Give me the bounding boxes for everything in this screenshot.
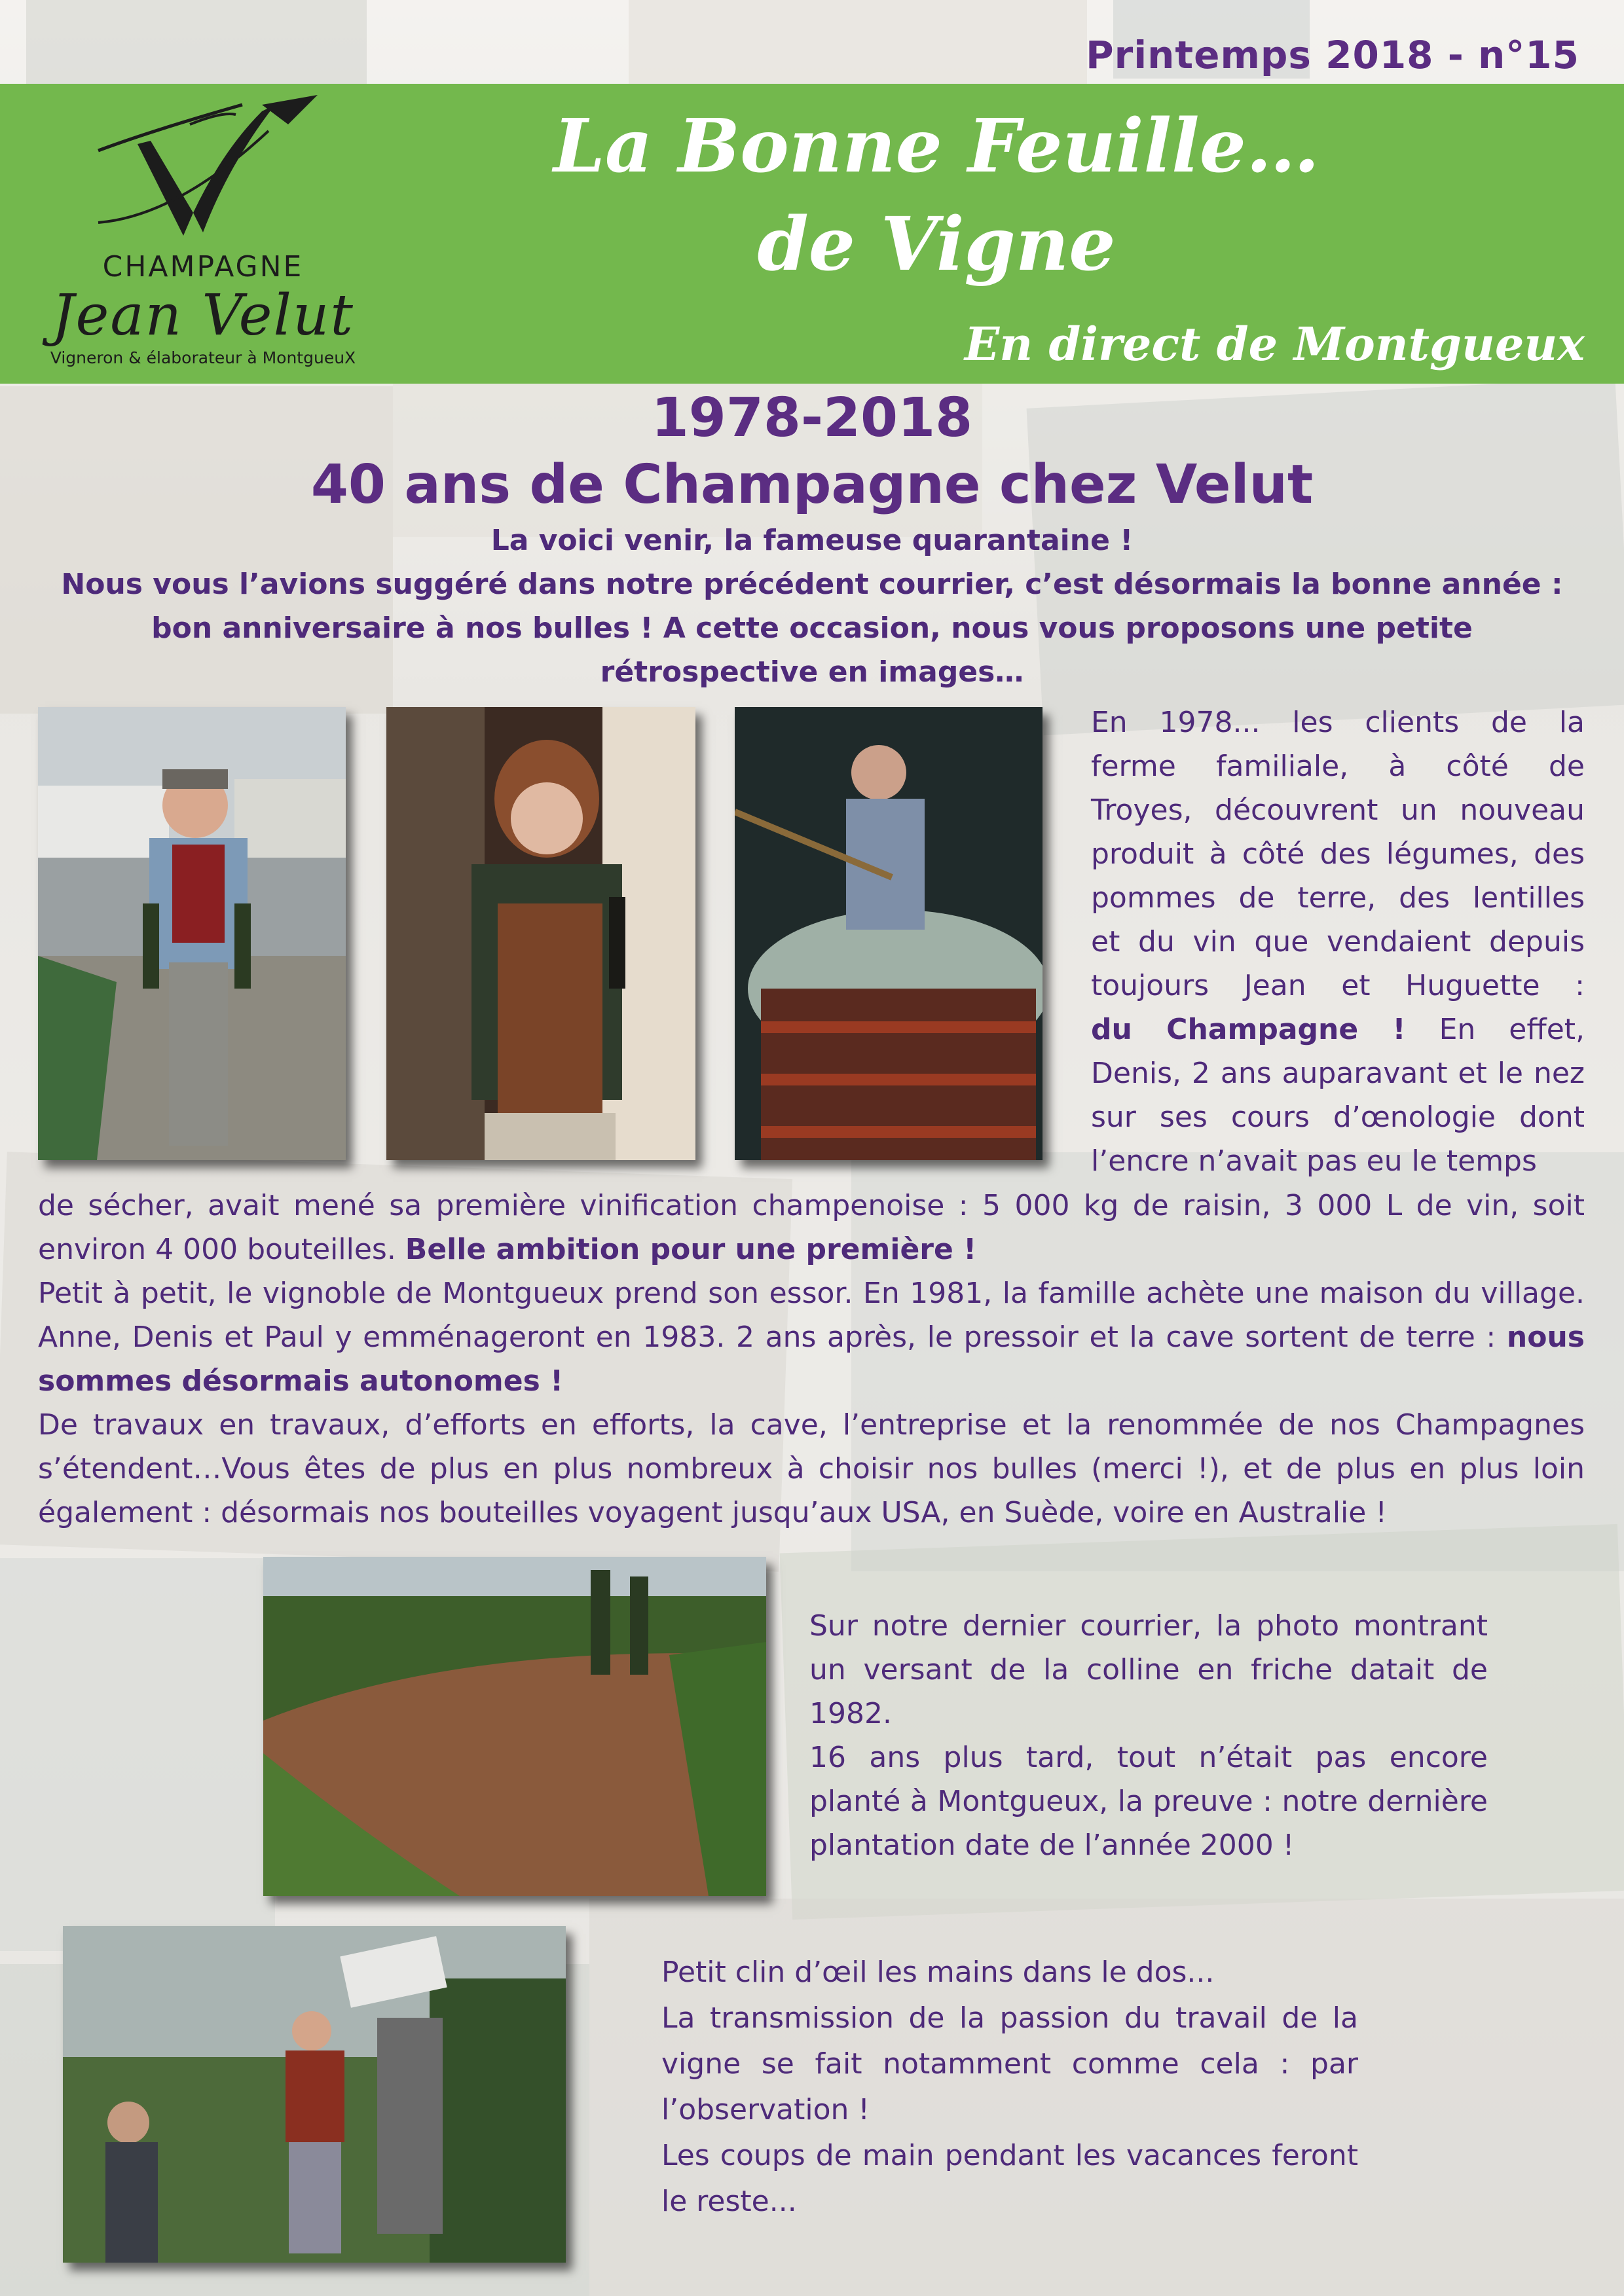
- wink-caption: [661, 1950, 1358, 2225]
- hill-text-2: 16 ans plus tard, tout n’était pas encore planté à Montgueux, la preuve : notre dernière plantation date de l’année 2000 !: [809, 1741, 1488, 1862]
- intro: [52, 519, 1572, 694]
- story-emphasis: Belle ambition pour une première !: [405, 1233, 977, 1266]
- intro-line2: Nous vous l’avions suggéré dans notre précédent courrier, c’est désormais la bonne année : bon anniversaire à nos bulles ! A cette occasion, nous vous proposons une petite rétrospective en images…: [61, 568, 1563, 689]
- column-line: et du vin que vendaient depuis: [1091, 925, 1585, 958]
- story-text: de sécher, avait mené sa première vinification champenoise : 5 000 kg de raisin, 3 000 L de vin, soit environ 4 000 bouteilles.: [38, 1189, 1585, 1266]
- logo-champagne: CHAMPAGNE: [102, 250, 304, 283]
- story-text: Petit à petit, le vignoble de Montgueux prend son essor. En 1981, la famille achète une maison du village. Anne, Denis et Paul y emménageront en 1983. 2 ans après, le pressoir et la cave sortent de terre :: [38, 1277, 1585, 1354]
- newsletter-title-line2: de Vigne: [757, 202, 1116, 287]
- newsletter-subtitle: En direct de Montgueux: [964, 317, 1585, 371]
- issue-label: Printemps 2018 - n°15: [1086, 33, 1579, 77]
- intro-line1: La voici venir, la fameuse quarantaine !: [490, 524, 1134, 557]
- photo-huguette-with-bottle: [386, 707, 695, 1160]
- headline-years: 1978-2018: [651, 387, 973, 449]
- wink-line-1: Petit clin d’œil les mains dans le dos...: [661, 1956, 1215, 1989]
- column-line: l’encre n’avait pas eu le temps: [1091, 1144, 1537, 1178]
- photo-vineyard-crates: [63, 1926, 566, 2263]
- wink-line-2: La transmission de la passion du travail de la vigne se fait notamment comme cela : par l’observation !: [661, 2001, 1358, 2126]
- photo-jean-with-bottles: [38, 707, 346, 1160]
- column-line: sur ses cours d’œnologie dont: [1091, 1101, 1585, 1134]
- story-column: [1091, 701, 1585, 1183]
- column-line: ferme familiale, à côté de: [1091, 750, 1585, 783]
- headline-main: 40 ans de Champagne chez Velut: [310, 454, 1314, 516]
- column-line: Denis, 2 ans auparavant et le nez: [1091, 1057, 1585, 1090]
- column-line: toujours Jean et Huguette :: [1091, 969, 1585, 1002]
- photo-denis-at-press: [735, 707, 1043, 1160]
- story-paragraph: [38, 1184, 1585, 1271]
- story-paragraph: De travaux en travaux, d’efforts en efforts, la cave, l’entreprise et la renommée de nos Champagnes s’étendent…Vous êtes de plus en plus nombreux à choisir nos bulles (merci !), et de plus en plus loin également : désormais nos bouteilles voyagent jusqu’aux USA, en Suède, voire en Australie !: [38, 1408, 1585, 1529]
- story-paragraph: [38, 1271, 1585, 1403]
- wink-line-3: Les coups de main pendant les vacances feront le reste...: [661, 2139, 1358, 2218]
- logo-name: Jean Velut: [52, 283, 354, 348]
- vine-leaf-logo-icon: [72, 92, 334, 249]
- column-line: produit à côté des légumes, des: [1091, 837, 1585, 871]
- hill-caption: [809, 1604, 1488, 1867]
- logo-tagline: Vigneron & élaborateur à MontgueuX: [50, 348, 356, 367]
- photo-hillside-fallow: [263, 1557, 766, 1896]
- story-continuation: [38, 1184, 1585, 1271]
- column-line: pommes de terre, des lentilles: [1091, 881, 1585, 915]
- column-line: [1091, 1008, 1585, 1051]
- hill-text-1: Sur notre dernier courrier, la photo montrant un versant de la colline en friche datait de 1982.: [809, 1609, 1488, 1730]
- story-emphasis: nous sommes désormais autonomes !: [38, 1321, 1585, 1398]
- column-line: Troyes, découvrent un nouveau: [1091, 793, 1585, 827]
- column-line: En 1978... les clients de la: [1091, 706, 1585, 739]
- newsletter-title-line1: La Bonne Feuille…: [553, 103, 1320, 189]
- logo: [39, 92, 380, 380]
- column-emphasis: du Champagne !: [1091, 1013, 1406, 1046]
- story-paragraphs: [38, 1271, 1585, 1535]
- column-text: En effet,: [1405, 1013, 1585, 1046]
